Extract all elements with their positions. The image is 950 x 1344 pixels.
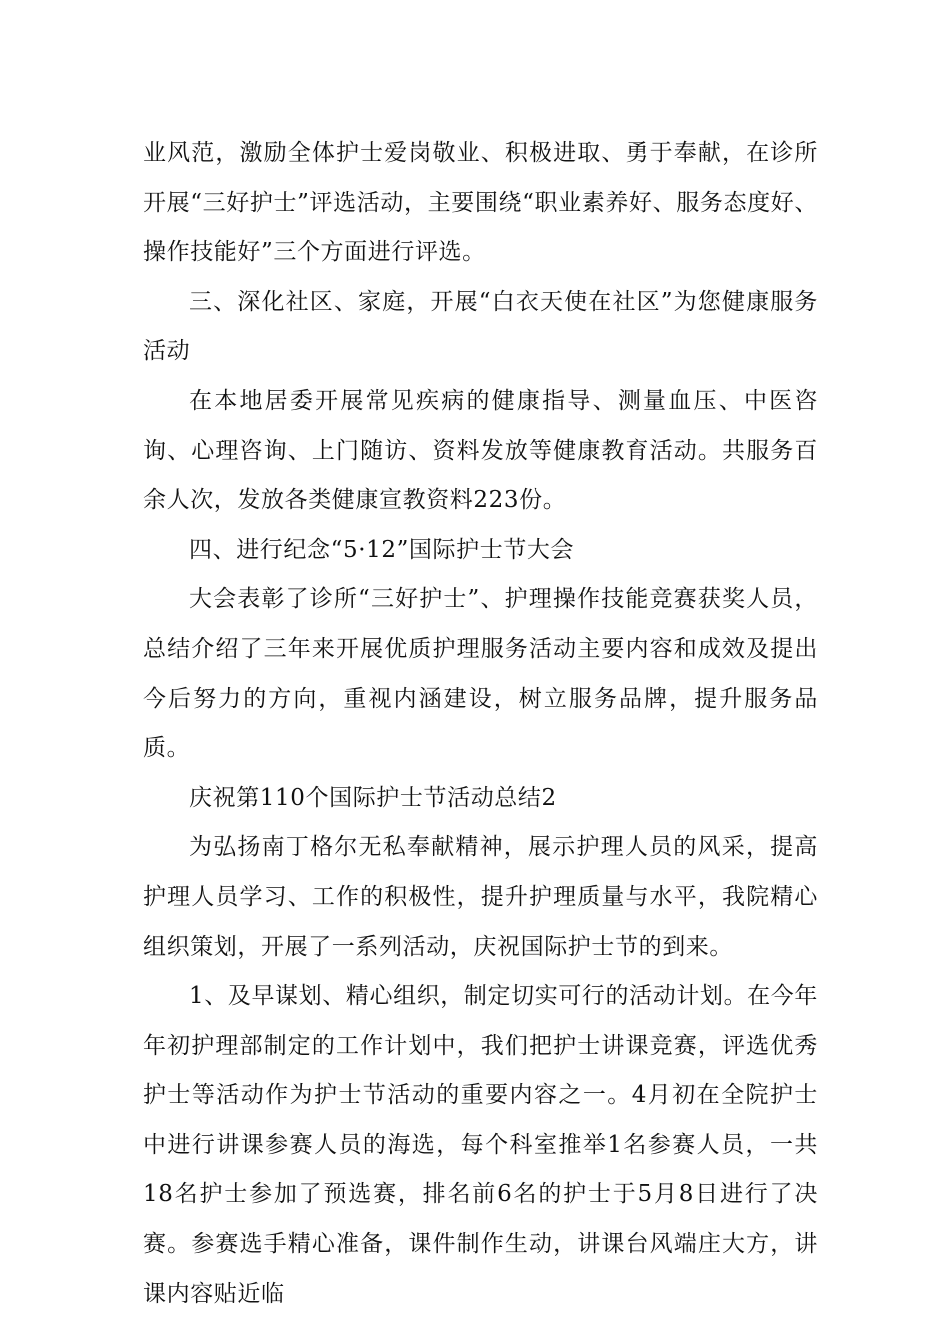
document-body xyxy=(143,129,818,1319)
section-heading-4: 四、进行纪念“5·12”国际护士节大会 xyxy=(189,536,575,563)
section-heading-3: 三、深化社区、家庭，开展“白衣天使在社区”为您健康服务活动 xyxy=(143,288,818,365)
paragraph: 1、及早谋划、精心组织，制定切实可行的活动计划。在今年年初护理部制定的工作计划中，我们把护士讲课竞赛，评选优秀护士等活动作为护士节活动的重要内容之一。4月初在全院护士中进行讲课参赛人员的海选，每个科室推举1名参赛人员，一共18名护士参加了预选赛，排名前6名的护士于5月8日进行了决赛。参赛选手精心准备，课件制作生动，讲课台风端庄大方，讲课内容贴近临 xyxy=(143,983,818,1307)
paragraph: 大会表彰了诊所“三好护士”、护理操作技能竞赛获奖人员，总结介绍了三年来开展优质护理服务活动主要内容和成效及提出今后努力的方向，重视内涵建设，树立服务品牌，提升服务品质。 xyxy=(143,586,818,762)
paragraph-continuation: 业风范，激励全体护士爱岗敬业、积极进取、勇于奉献，在诊所开展“三好护士”评选活动，主要围绕“职业素养好、服务态度好、操作技能好”三个方面进行评选。 xyxy=(143,140,818,266)
paragraph: 为弘扬南丁格尔无私奉献精神，展示护理人员的风采，提高护理人员学习、工作的积极性，提升护理质量与水平，我院精心组织策划，开展了一系列活动，庆祝国际护士节的到来。 xyxy=(143,834,818,960)
article-subtitle: 庆祝第110个国际护士节活动总结2 xyxy=(189,784,557,811)
paragraph: 在本地居委开展常见疾病的健康指导、测量血压、中医咨询、心理咨询、上门随访、资料发放等健康教育活动。共服务百余人次，发放各类健康宣教资料223份。 xyxy=(143,387,818,514)
